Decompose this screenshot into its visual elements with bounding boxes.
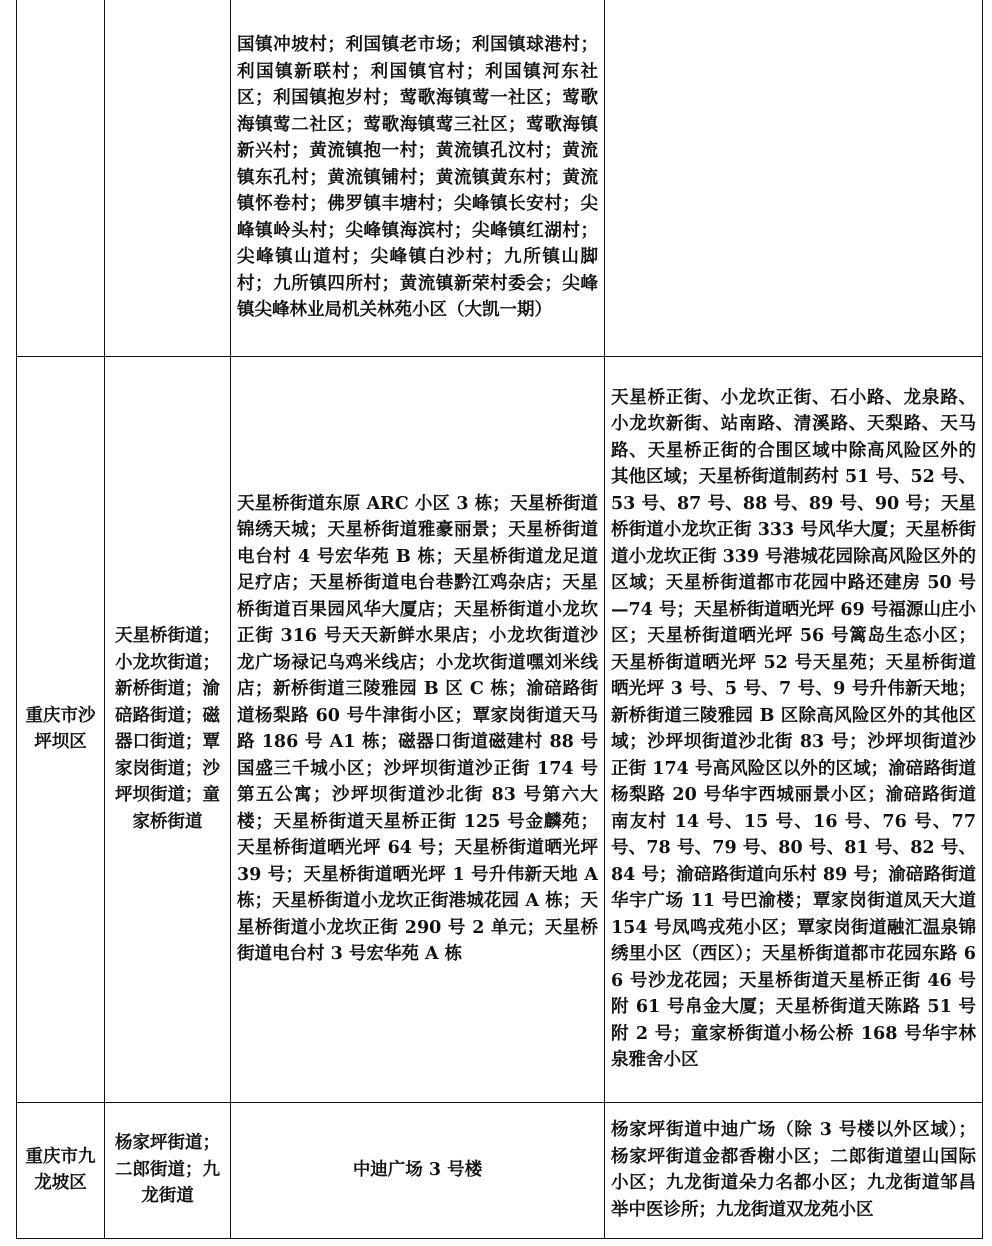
region-cell (17, 0, 105, 356)
high-risk-cell: 天星桥街道东原 ARC 小区 3 栋；天星桥街道锦绣天城；天星桥街道雅豪丽景；天星桥街道电台村 4 号宏华苑 B 栋；天星桥街道龙足道足疗店；天星桥街道电台巷黔江鸡杂店；天星桥街道百果园风华大厦店；天星桥街道小龙坎正街 316 号天天新鲜水果店；小龙坎街道沙龙广场禄记乌鸡米线店；小龙坎街道嘿刘米线店；新桥街道三陵雅园 B 区 C 栋；渝碚路街道杨梨路 60 号牛津街小区；覃家岗街道天马路 186 号 A1 栋；磁器口街道磁建村 88 号国盛三千城小区；沙坪坝街道沙正街 174 号第五公寓；沙坪坝街道沙北街 83 号第六大楼；天星桥街道天星桥正街 125 号金麟苑；天星桥街道晒光坪 64 号；天星桥街道晒光坪 39 号；天星桥街道晒光坪 1 号升伟新天地 A 栋；天星桥街道小龙坎正街港城花园 A 栋；天星桥街道小龙坎正街 290 号 2 单元；天星桥街道电台村 3 号宏华苑 A 栋 (231, 356, 605, 1102)
streets-cell (105, 0, 231, 356)
streets-cell: 天星桥街道；小龙坎街道；新桥街道；渝碚路街道；磁器口街道；覃家岗街道；沙坪坝街道；童家桥街道 (105, 356, 231, 1102)
high-risk-cell: 国镇冲坡村；利国镇老市场；利国镇球港村；利国镇新联村；利国镇官村；利国镇河东社区；利国镇抱岁村；莺歌海镇莺一社区；莺歌海镇莺二社区；莺歌海镇莺三社区；莺歌海镇新兴村；黄流镇抱一村；黄流镇孔汶村；黄流镇东孔村；黄流镇铺村；黄流镇黄东村；黄流镇怀卷村；佛罗镇丰塘村；尖峰镇长安村；尖峰镇岭头村；尖峰镇海滨村；尖峰镇红湖村；尖峰镇山道村；尖峰镇白沙村；九所镇山脚村；九所镇四所村；黄流镇新荣村委会；尖峰镇尖峰林业局机关林苑小区（大凯一期） (231, 0, 605, 356)
region-cell: 重庆市九龙坡区 (17, 1102, 105, 1238)
table-row (17, 1102, 983, 1238)
table-row (17, 356, 983, 1102)
medium-risk-cell: 天星桥正街、小龙坎正街、石小路、龙泉路、小龙坎新街、站南路、清溪路、天梨路、天马路、天星桥正街的合围区域中除高风险区外的其他区域；天星桥街道制药村 51 号、52 号、53 号、87 号、88 号、89 号、90 号；天星桥街道小龙坎正街 333 号风华大厦；天星桥街道小龙坎正街 339 号港城花园除高风险区外的区域；天星桥街道都市花园中路还建房 50 号—74 号；天星桥街道晒光坪 69 号福源山庄小区；天星桥街道晒光坪 56 号篱岛生态小区；天星桥街道晒光坪 52 号天星苑；天星桥街道晒光坪 3 号、5 号、7 号、9 号升伟新天地；新桥街道三陵雅园 B 区除高风险区外的其他区域；沙坪坝街道沙北街 83 号；沙坪坝街道沙正街 174 号高风险区以外的区域；渝碚路街道杨梨路 20 号华宇西城丽景小区；渝碚路街道南友村 14 号、15 号、16 号、76 号、77 号、78 号、79 号、80 号、81 号、82 号、84 号；渝碚路街道向乐村 89 号；渝碚路街道华宇广场 11 号巴渝楼；覃家岗街道凤天大道 154 号凤鸣戎苑小区；覃家岗街道融汇温泉锦绣里小区（西区）；天星桥街道都市花园东路 66 号沙龙花园；天星桥街道天星桥正街 46 号附 61 号帛金大厦；天星桥街道天陈路 51 号附 2 号；童家桥街道小杨公桥 168 号华宇林泉雅舍小区 (605, 356, 983, 1102)
risk-area-table (16, 0, 983, 1239)
region-cell: 重庆市沙坪坝区 (17, 356, 105, 1102)
streets-cell: 杨家坪街道；二郎街道；九龙街道 (105, 1102, 231, 1238)
high-risk-cell: 中迪广场 3 号楼 (231, 1102, 605, 1238)
risk-area-table-page (16, 0, 982, 1239)
table-row (17, 0, 983, 356)
medium-risk-cell: 杨家坪街道中迪广场（除 3 号楼以外区域）；杨家坪街道金都香榭小区；二郎街道望山国际小区；九龙街道朵力名都小区；九龙街道邹昌举中医诊所；九龙街道双龙苑小区 (605, 1102, 983, 1238)
medium-risk-cell (605, 0, 983, 356)
